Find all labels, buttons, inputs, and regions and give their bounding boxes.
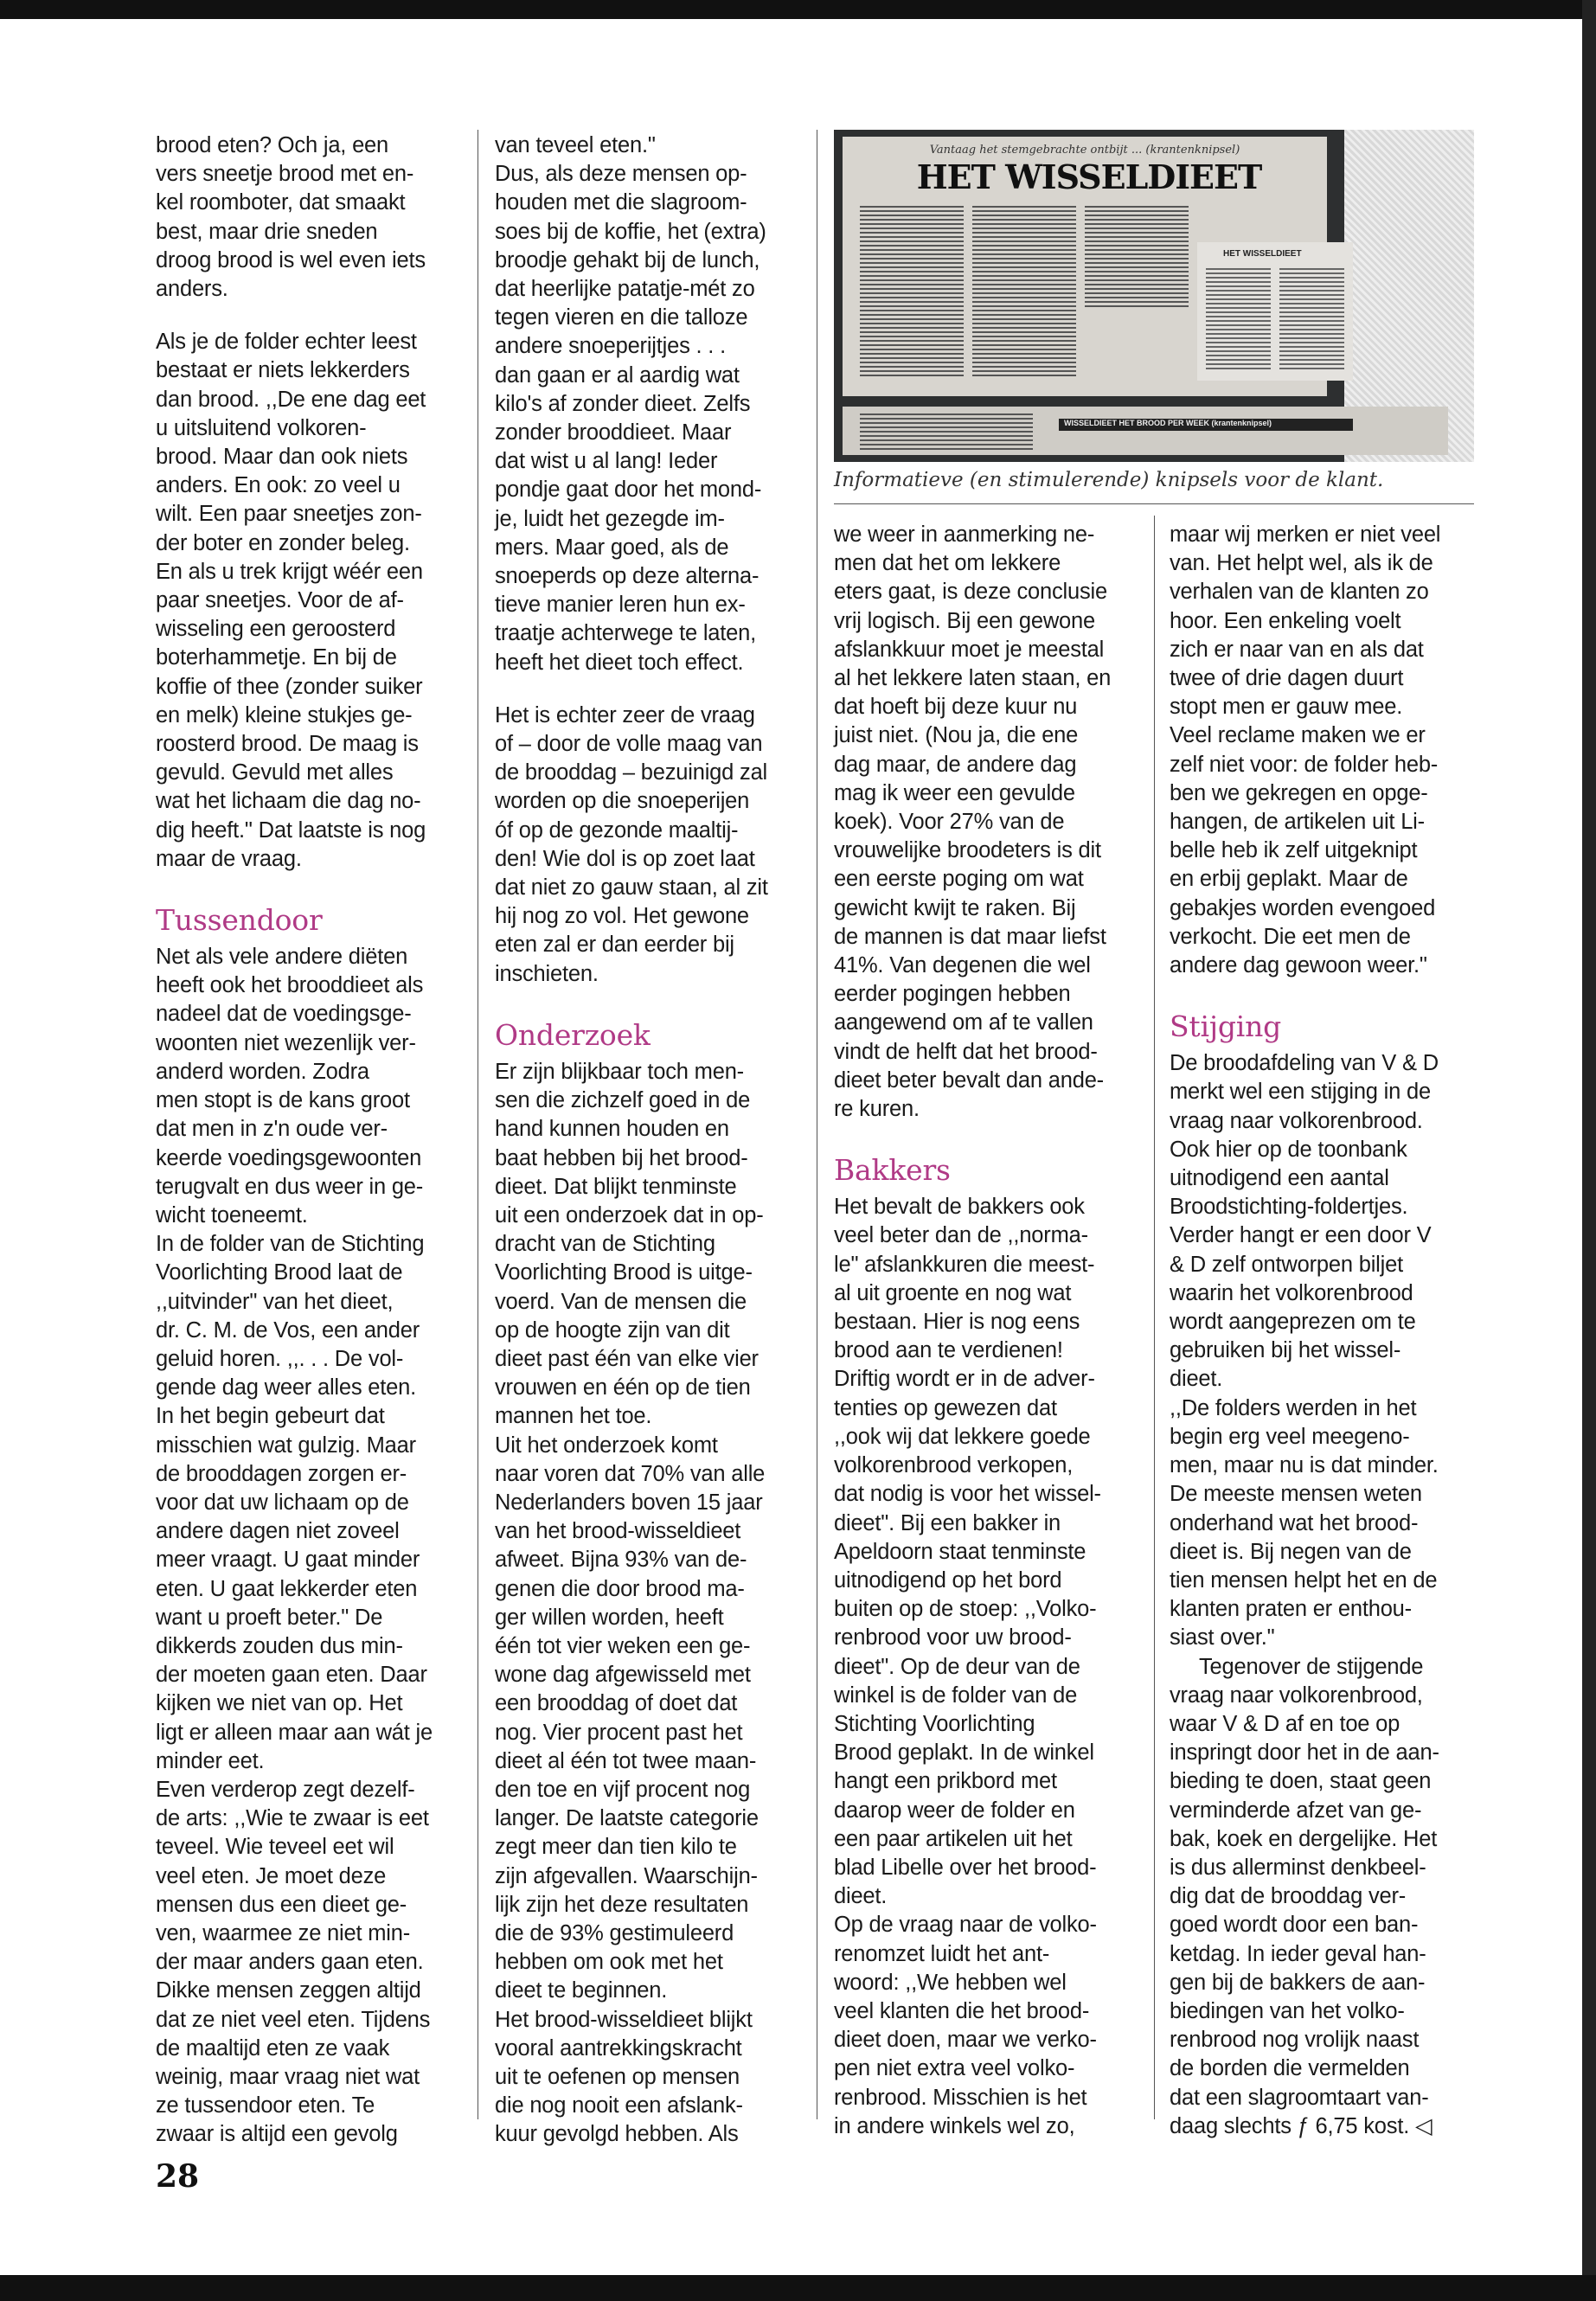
paragraph: Het brood-wisseldieet blijkt vooral aantrekkingskracht uit te oefenen op mensen die nog nooit een afslank- kuur gevolgd hebben. Als [495,2007,753,2147]
clipping-banner [1059,419,1353,431]
section-heading-tussendoor: Tussendoor [156,903,323,938]
paragraph: Op de vraag naar de volko- renomzet luidt het ant- woord: ,,We hebben wel veel klanten die het brood- dieet doen, maar we verko- pen niet extra veel volko- renbrood. Misschien is het in andere winkels wel zo, [834,1913,1097,2138]
clipping-text-block [1279,268,1344,372]
paragraph: Het bevalt de bakkers ook veel beter dan de ,,norma- le" afslankkuren die meest- al uit groente en nog wat bestaan. Hier is nog eens brood aan te verdienen! Driftig wordt er in de adver- tenties op gewezen dat ,,ook wij dat lekkere goede volkorenbrood verkopen, dat nodig is voor het wissel- dieet". Bij een bakker in Apeldoorn staat tenminste uitnodigend op het bord buiten op de stoep: ,,Volko- renbrood voor uw brood- dieet". Op de deur van de winkel is de folder van de Stichting Voorlichting Brood geplakt. In de winkel hangt een prikbord met daarop weer de folder en een paar artikelen uit het blad Libelle over het brood- dieet. [834,1195,1101,1909]
scan-border-right [1582,0,1596,2301]
scan-border-bottom [0,2275,1596,2301]
clipping-text-block [1206,268,1271,372]
clipping-subtitle: Vantaag het stemgebrachte ontbijt ... (krantenknipsel) [929,144,1240,157]
bottom-clipping [843,407,1448,455]
paragraph: van teveel eten." Dus, als deze mensen op- houden met die slagroom- soes bij de koffie, het (extra) broodje gehakt bij de lunch, dat heerlijke patatje-mét zo tegen vieren en die talloze andere snoeperijtjes . . . dan gaan er al aardig wat kilo's af zonder dieet. Zelfs zonder brooddieet. Maar dat wist u al lang! Ieder pondje gaat door het mond- je, luidt het gezegde im- mers. Maar goed, als de snoeperds op deze alterna- tieve manier leren hun ex- traatje achterwege te laten, heeft het dieet toch effect. [495,133,766,675]
paragraph: ,,De folders werden in het begin erg veel meegeno- men, maar nu is dat minder. De meeste mensen weten onderhand wat het brood- dieet is. Bij negen van de tien mensen helpt het en de klanten praten er enthou- siast over." [1170,1395,1439,1650]
article-column-4 [1170,521,1474,2141]
paragraph: In de folder van de Stichting Voorlichting Brood laat de ,,uitvinder" van het dieet, dr. C. M. de Vos, een ander geluid horen. ,,. . . De vol- gende dag weer alles eten. In het begin gebeurt dat misschien wat gulzig. Maar de brooddagen zorgen er- voor dat uw lichaam op de andere dagen niet zoveel meer vraagt. U gaat minder eten. U gaat lekkerder eten want u proeft beter." De dikkerds zouden dus min- der moeten gaan eten. Daar kijken we niet van op. Het ligt er alleen maar aan wát je minder eet. [156,1232,433,1773]
clipping-banner-text: WISSELDIEET HET BROOD PER WEEK (krantenknipsel) [1064,419,1272,427]
clipping-text-block [972,206,1076,379]
section-heading-onderzoek: Onderzoek [495,1017,651,1052]
paragraph: Net als vele andere diëten heeft ook het brooddieet als nadeel dat de voedingsge- woonten niet wezenlijk ver- anderd worden. Zodra men stopt is de kans groot dat men in z'n oude ver- keerde voedingsgewoonten terugvalt en dus weer in ge- wicht toeneemt. [156,945,424,1227]
paragraph: De broodafdeling van V & D merkt wel een stijging in de vraag naar volkorenbrood. Ook hier op de toonbank uitnodigend een aantal Broodstichting-foldertjes. Verder hangt er een door V & D zelf ontworpen biljet waarin het volkorenbrood wordt aangeprezen om te gebruiken bij het wissel- dieet. [1170,1051,1439,1392]
paragraph: maar wij merken er niet veel van. Het helpt wel, als ik de verhalen van de klanten zo hoor. Een enkeling voelt zich er naar van en als dat twee of drie dagen duurt stopt men er gauw mee. Veel reclame maken we er zelf niet voor: de folder heb- ben we gekregen en opge- hangen, de artikelen uit Li- belle heb ik zelf uitgeknipt en erbij geplakt. Maar de gebakjes worden evengoed verkocht. Die eet men de andere dag gewoon weer." [1170,522,1441,978]
photo-caption: Informatieve (en stimulerende) knipsels voor de klant. [834,469,1384,491]
clippings-photo [834,130,1474,462]
page-number: 28 [156,2158,200,2195]
scan-border-top [0,0,1596,19]
article-column-2 [495,131,798,2150]
paragraph: Tegenover de stijgende vraag naar volkorenbrood, waar V & D af en toe op inspringt door het in de aan- bieding te doen, staat geen verminderde afzet van ge- bak, koek en dergelijke. Het is dus allerminst denkbeel- dig dat de brooddag ver- goed wordt door een ban- ketdag. In ieder geval han- gen bij de bakkers de aan- biedingen van het volko- renbrood nog vrolijk naast de borden die vermelden dat een slagroomtaart van- daag slechts ƒ 6,75 kost. ◁ [1170,1654,1439,2138]
clipping-text-block [1085,206,1189,310]
clipping-label: HET WISSELDIEET [1223,249,1302,259]
clipping-text-block [860,413,1033,450]
paragraph: Het is echter zeer de vraag of – door de volle maag van de brooddag – bezuinigd zal worden op die snoeperijen óf op de gezonde maaltij- den! Wie dol is op zoet laat dat niet zo gauw staan, al zit hij nog zo vol. Het gewone eten zal er dan eerder bij inschieten. [495,702,768,986]
paragraph: Als je de folder echter leest bestaat er niets lekkerders dan brood. ,,De ene dag eet u uitsluitend volkoren- brood. Maar dan ook niets anders. En ook: zo veel u wilt. Een paar sneetjes zon- der boter en zonder beleg. En als u trek krijgt wéér een paar sneetjes. Voor de af- wisseling een geroosterd boterhammetje. En bij de koffie of thee (zonder suiker en melk) kleine stukjes ge- roosterd brood. De maag is gevuld. Gevuld met alles wat het lichaam die dag no- dig heeft." Dat laatste is nog maar de vraag. [156,330,426,871]
paragraph: Er zijn blijkbaar toch men- sen die zichzelf goed in de hand kunnen houden en baat hebben bij het brood- dieet. Dat blijkt tenminste uit een onderzoek dat in op- dracht van de Stichting Voorlichting Brood is uitge- voerd. Van de mensen die op de hoogte zijn van dit dieet past één van elke vier vrouwen en één op de tien mannen het toe. [495,1059,764,1429]
clipping-text-block [860,206,964,379]
article-column-3 [834,521,1138,2141]
secondary-clipping [1197,242,1353,381]
paragraph: Uit het onderzoek komt naar voren dat 70% van alle Nederlanders boven 15 jaar van het brood-wisseldieet afweet. Bijna 93% van de- genen die door brood ma- ger willen worden, heeft één tot vier weken een ge- wone dag afgewisseld met een brooddag of doet dat nog. Vier procent past het dieet al één tot twee maan- den toe en vijf procent nog langer. De laatste categorie zegt meer dan tien kilo te zijn afgevallen. Waarschijn- lijk zijn het deze resultaten die de 93% gestimuleerd hebben om ook met het dieet te beginnen. [495,1433,766,2003]
article-column-1 [156,131,458,2150]
section-heading-bakkers: Bakkers [834,1153,951,1188]
caption-rule [834,503,1474,504]
paragraph: brood eten? Och ja, een vers sneetje brood met en- kel roomboter, dat smaakt best, maar drie sneden droog brood is wel even iets anders. [156,133,426,302]
column-rule [1154,516,1155,2119]
paragraph: we weer in aanmerking ne- men dat het om lekkere eters gaat, is deze conclusie vrij logisch. Bij een gewone afslankkuur moet je meestal al het lekkere laten staan, en dat hoeft bij deze kuur nu juist niet. (Nou ja, die ene dag maar, de andere dag mag ik weer een gevulde koek). Voor 27% van de vrouwelijke broodeters is dit een eerste poging om wat gewicht kwijt te raken. Bij de mannen is dat maar liefst 41%. Van degenen die wel eerder pogingen hebben aangewend om af te vallen vindt de helft dat het brood- dieet beter bevalt dan ande- re kuren. [834,522,1112,1122]
paragraph: Even verderop zegt dezelf- de arts: ,,Wie te zwaar is eet teveel. Wie teveel eet wil veel eten. Je moet deze mensen dus een dieet ge- ven, waarmee ze niet min- der maar anders gaan eten. Dikke mensen zeggen altijd dat ze niet veel eten. Tijdens de maaltijd eten ze vaak weinig, maar vraag niet wat ze tussendoor eten. Te zwaar is altijd een gevolg [156,1777,431,2147]
section-heading-stijging: Stijging [1170,1009,1282,1044]
clipping-headline: HET WISSELDIEET [916,157,1262,196]
